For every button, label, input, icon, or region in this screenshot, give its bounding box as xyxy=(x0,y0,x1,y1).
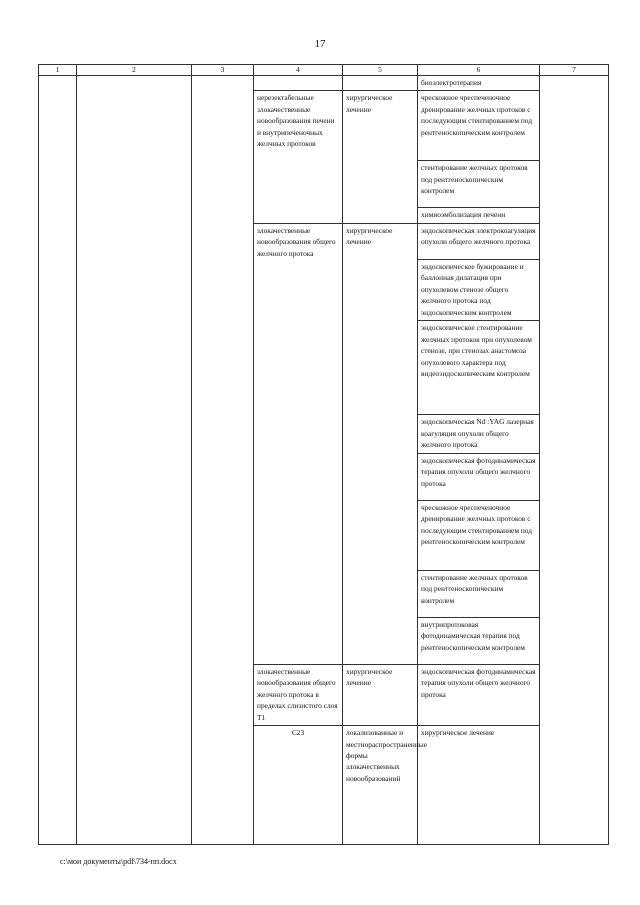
icd-code-cell xyxy=(192,76,254,845)
method-cell: чрескожное чреспеченочное дренирование желчных протоков с последующим стентированием под рентгеноскопическим контролем xyxy=(418,500,540,570)
treatment-type-cell: хирургическое лечение xyxy=(343,223,418,664)
number-cell xyxy=(39,76,77,845)
method-cell: внутрипротоковая фотодинамическая терапия под рентгеноскопическим контролем xyxy=(418,617,540,664)
disease-cell xyxy=(254,76,343,91)
profile-cell xyxy=(77,76,192,845)
method-cell: эндоскопическая фотодинамическая терапия опухоли общего желчного протока xyxy=(418,664,540,725)
treatment-type-cell xyxy=(343,76,418,91)
table-row xyxy=(39,76,609,91)
column-number: 3 xyxy=(192,65,254,76)
method-cell: химиоэмболизация печени xyxy=(418,208,540,223)
column-number: 4 xyxy=(254,65,343,76)
column-number: 2 xyxy=(77,65,192,76)
icd-code-cell: C23 xyxy=(254,726,343,845)
column-number: 1 xyxy=(39,65,77,76)
medical-care-table xyxy=(38,64,609,845)
treatment-type-cell: хирургическое лечение xyxy=(343,664,418,725)
disease-cell: злокачественные новообразования общего желчного протока в пределах слизистого слоя T1 xyxy=(254,664,343,725)
method-cell: стентирование желчных протоков под рентгеноскопическим контролем xyxy=(418,161,540,208)
column-number-row xyxy=(39,65,609,76)
column-number: 5 xyxy=(343,65,418,76)
column-number: 7 xyxy=(540,65,609,76)
method-cell: эндоскопическая Nd :YAG лазерная коагуляция опухоли общего желчного протока xyxy=(418,415,540,453)
page-number: 17 xyxy=(314,38,326,50)
method-cell: эндоскопическое бужирование и баллонная дилатация при опухолевом стенозе общего желчного протока под эндоскопическим контролем xyxy=(418,259,540,320)
method-cell: стентирование желчных протоков под рентгеноскопическим контролем xyxy=(418,570,540,617)
disease-cell: нерезектабельные злокачественные новообразования печени и внутрипеченочных желчных протоков xyxy=(254,91,343,223)
treatment-type-cell: хирургическое лечение xyxy=(343,91,418,223)
column-number: 6 xyxy=(418,65,540,76)
norm-cell xyxy=(540,76,609,845)
file-path-footer: c:\мои документы\pdf\734-пп.docx xyxy=(60,857,177,866)
method-cell: чрескожное чреспеченочное дренирование желчных протоков с последующим стентированием под рентгеноскопическим контролем xyxy=(418,91,540,161)
method-cell: эндоскопическая электрокоагуляция опухоли общего желчного протока xyxy=(418,223,540,259)
disease-cell: локализованные и местнораспространенные формы злокачественных новообразований xyxy=(343,726,418,845)
treatment-type-cell: хирургическое лечение xyxy=(418,726,540,845)
method-cell: эндоскопическое стентирование желчных протоков при опухолевом стенозе, при стенозах анастомоза опухолевого характера под видеоэндоскопическим контролем xyxy=(418,321,540,415)
method-cell: биоэлектротерапия xyxy=(418,76,540,91)
disease-cell: злокачественные новообразования общего желчного протока xyxy=(254,223,343,664)
method-cell: эндоскопическая фотодинамическая терапия опухоли общего желчного протока xyxy=(418,453,540,500)
